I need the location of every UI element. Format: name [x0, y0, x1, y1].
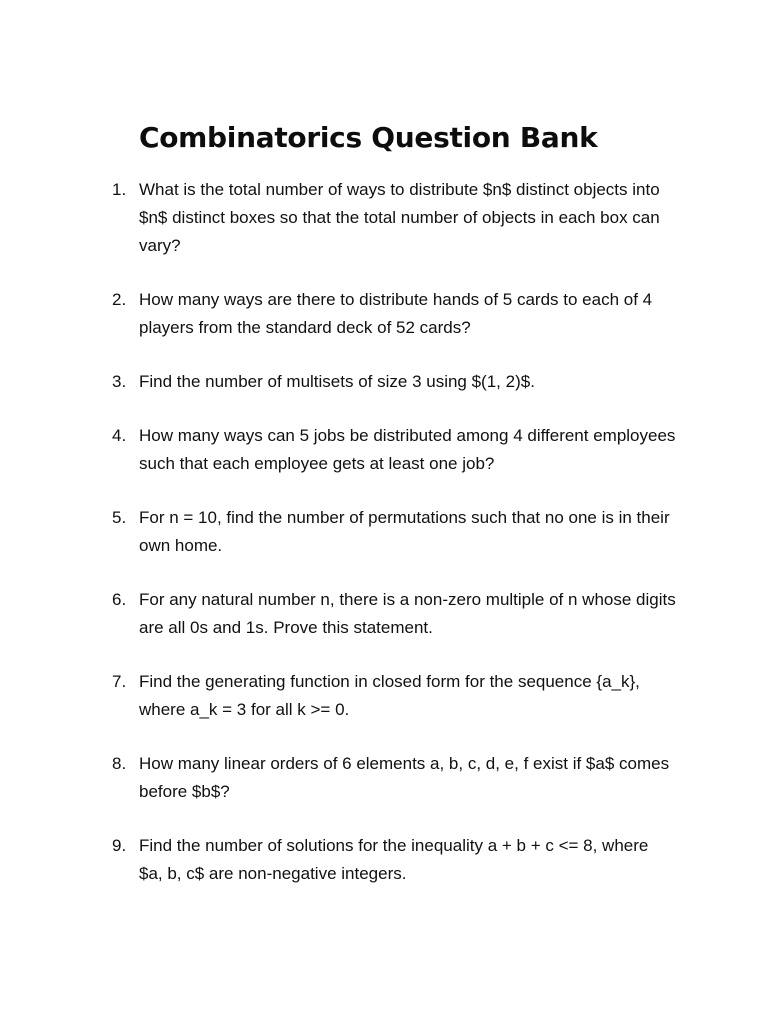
question-text: Find the number of multisets of size 3 using $(1, 2)$.: [139, 372, 535, 391]
question-number: 2.: [112, 290, 127, 309]
question-item: [0, 286, 768, 342]
question-item: [0, 504, 768, 560]
question-text: For any natural number n, there is a non-zero multiple of n whose digits are all 0s and 1s. Prove this statement.: [139, 590, 676, 637]
question-number: 8.: [112, 754, 127, 773]
question-text: For n = 10, find the number of permutations such that no one is in their own home.: [139, 508, 670, 555]
question-number: 5.: [112, 508, 127, 527]
question-text: What is the total number of ways to distribute $n$ distinct objects into $n$ distinct boxes so that the total number of objects in each box can vary?: [139, 180, 660, 255]
question-number: 6.: [112, 590, 127, 609]
question-list: [0, 176, 768, 914]
question-number: 9.: [112, 836, 127, 855]
question-item: [0, 422, 768, 478]
question-text: Find the generating function in closed form for the sequence {a_k}, where a_k = 3 for all k >= 0.: [139, 672, 640, 719]
question-text: How many linear orders of 6 elements a, b, c, d, e, f exist if $a$ comes before $b$?: [139, 754, 670, 801]
question-number: 7.: [112, 672, 127, 691]
page-title: Combinatorics Question Bank: [139, 121, 598, 154]
question-item: [0, 750, 768, 806]
question-number: 4.: [112, 426, 127, 445]
question-number: 3.: [112, 372, 127, 391]
question-text: How many ways can 5 jobs be distributed among 4 different employees such that each employee gets at least one job?: [139, 426, 676, 473]
question-item: [0, 668, 768, 724]
question-text: Find the number of solutions for the inequality a + b + c <= 8, where $a, b, c$ are non-negative integers.: [139, 836, 649, 883]
question-item: [0, 176, 768, 260]
question-item: [0, 586, 768, 642]
question-item: [0, 368, 768, 396]
question-item: [0, 832, 768, 888]
question-text: How many ways are there to distribute hands of 5 cards to each of 4 players from the standard deck of 52 cards?: [139, 290, 653, 337]
question-number: 1.: [112, 180, 127, 199]
